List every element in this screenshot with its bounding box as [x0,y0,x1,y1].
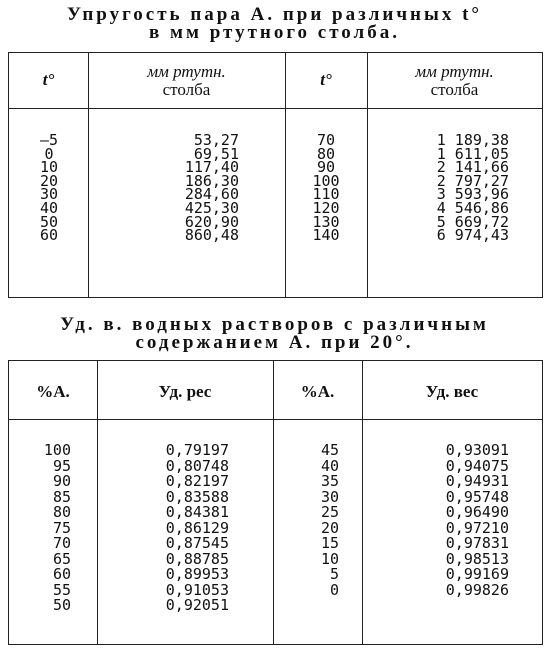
table1-title-line1: Упругость пара А. при различных t° [66,4,483,25]
header-t-right: t° [320,70,332,89]
table-cell: 0,96490 [445,503,509,521]
header-sg-right: Уд. вес [425,382,479,401]
table1-title [0,6,549,42]
table-cell: 0,80748 [165,456,229,475]
table-cell: 95 [52,456,71,475]
header-mm-left-line2: столба [162,80,211,99]
table-cell: 40 [320,456,339,475]
table-cell: 70 [316,131,336,149]
table-cell: 90 [316,158,336,177]
column-t-left [19,131,79,245]
table-cell: 0,97831 [445,534,509,552]
column-divider [362,361,363,644]
header-t-left: t° [42,70,55,89]
column-t-right [291,131,361,245]
column-mm-left [119,131,239,245]
table-cell: 0,84381 [165,503,229,521]
table-cell: 100 [43,441,71,459]
table-cell: 0,82197 [165,472,229,490]
table-cell: 0,91053 [165,580,229,599]
table-cell: 25 [320,503,339,521]
table1-title-line2: в мм ртутного столба. [149,22,400,43]
table-cell: 70 [52,534,71,552]
table-cell: 0 [329,580,339,599]
table-cell: 284,60 [184,185,239,204]
table-cell: 0,86129 [165,518,229,537]
table-cell: 0,87545 [165,534,229,552]
table-cell: 80 [316,144,336,163]
table-cell: 0,97210 [445,518,509,537]
table-cell: 0,99169 [445,565,509,583]
table-cell: 3 593,96 [436,185,509,204]
table-cell: 110 [312,185,340,204]
table-cell: 0,93091 [445,441,509,459]
column-divider [285,53,286,297]
table-cell: 130 [312,212,340,231]
column-sg-left [119,443,229,614]
table-cell: 60 [39,226,59,245]
table-cell: 0,83588 [165,487,229,506]
table-cell: 2 797,27 [436,171,509,190]
column-mm-right [379,131,509,245]
table-cell: 4 546,86 [436,198,509,217]
header-mm-left-line1: мм ртутн. [147,62,226,81]
vapor-pressure-table [8,52,543,298]
header-divider [9,419,542,420]
header-mm-left [88,63,285,99]
table-cell: 50 [52,596,71,614]
table-cell: 1 611,05 [436,144,509,163]
column-divider [97,361,98,644]
table-cell: 860,48 [184,226,239,245]
table-cell: 75 [52,518,71,537]
table-cell: 0,99826 [445,580,509,599]
table-cell: 186,30 [184,171,239,190]
table-cell: 15 [320,534,339,552]
column-sg-right [379,443,509,598]
table-cell: 55 [52,580,71,599]
table-cell: 0,89953 [165,565,229,583]
table-cell: 10 [320,549,339,568]
column-divider [273,361,274,644]
table-cell: 1 189,38 [436,131,509,149]
table-cell: 35 [320,472,339,490]
column-percent-right [279,443,339,598]
table-cell: 5 669,72 [436,212,509,231]
table-cell: 2 141,66 [436,158,509,177]
header-sg-left: Уд. рес [158,382,212,401]
table-cell: 80 [52,503,71,521]
table2-title [0,316,549,352]
table-cell: 0,94931 [445,472,509,490]
table-cell: 0,95748 [445,487,509,506]
column-percent-left [19,443,71,614]
table-cell: 60 [52,565,71,583]
table-cell: 0,94075 [445,456,509,475]
table-cell: 50 [39,212,59,231]
table-cell: 53,27 [193,131,239,149]
table-cell: 0,79197 [165,441,229,459]
table-cell: 6 974,43 [436,226,509,245]
table-cell: 90 [52,472,71,490]
header-mm-right-line2: столба [430,80,479,99]
table-cell: 10 [39,158,59,177]
table-cell: 85 [52,487,71,506]
table-cell: 5 [329,565,339,583]
table-cell: 140 [312,226,340,245]
header-divider [9,108,542,109]
table-cell: 40 [39,198,59,217]
table-cell: 20 [39,171,59,190]
table-cell: 30 [320,487,339,506]
table-cell: 117,40 [184,158,239,177]
table-cell: 65 [52,549,71,568]
table-cell: 0,88785 [165,549,229,568]
header-mm-right [367,63,542,99]
table2-title-line2: содержанием А. при 20°. [135,332,414,353]
table-cell: 20 [320,518,339,537]
table-cell: 45 [320,441,339,459]
header-percent-left: %А. [36,382,70,401]
header-percent-right: %А. [300,382,335,401]
table-cell: 0 [44,144,54,163]
table-cell: —5 [39,131,59,149]
table-cell: 120 [312,198,340,217]
table-cell: 69,51 [193,144,239,163]
table-cell: 425,30 [184,198,239,217]
table2-title-line1: Уд. в. водных растворов с различным [60,314,489,335]
table-cell: 620,90 [184,212,239,231]
table-cell: 30 [39,185,59,204]
table-cell: 0,98513 [445,549,509,568]
table-cell: 100 [312,171,340,190]
table-cell: 0,92051 [165,596,229,614]
specific-gravity-table [8,360,543,645]
header-mm-right-line1: мм ртутн. [415,62,494,81]
